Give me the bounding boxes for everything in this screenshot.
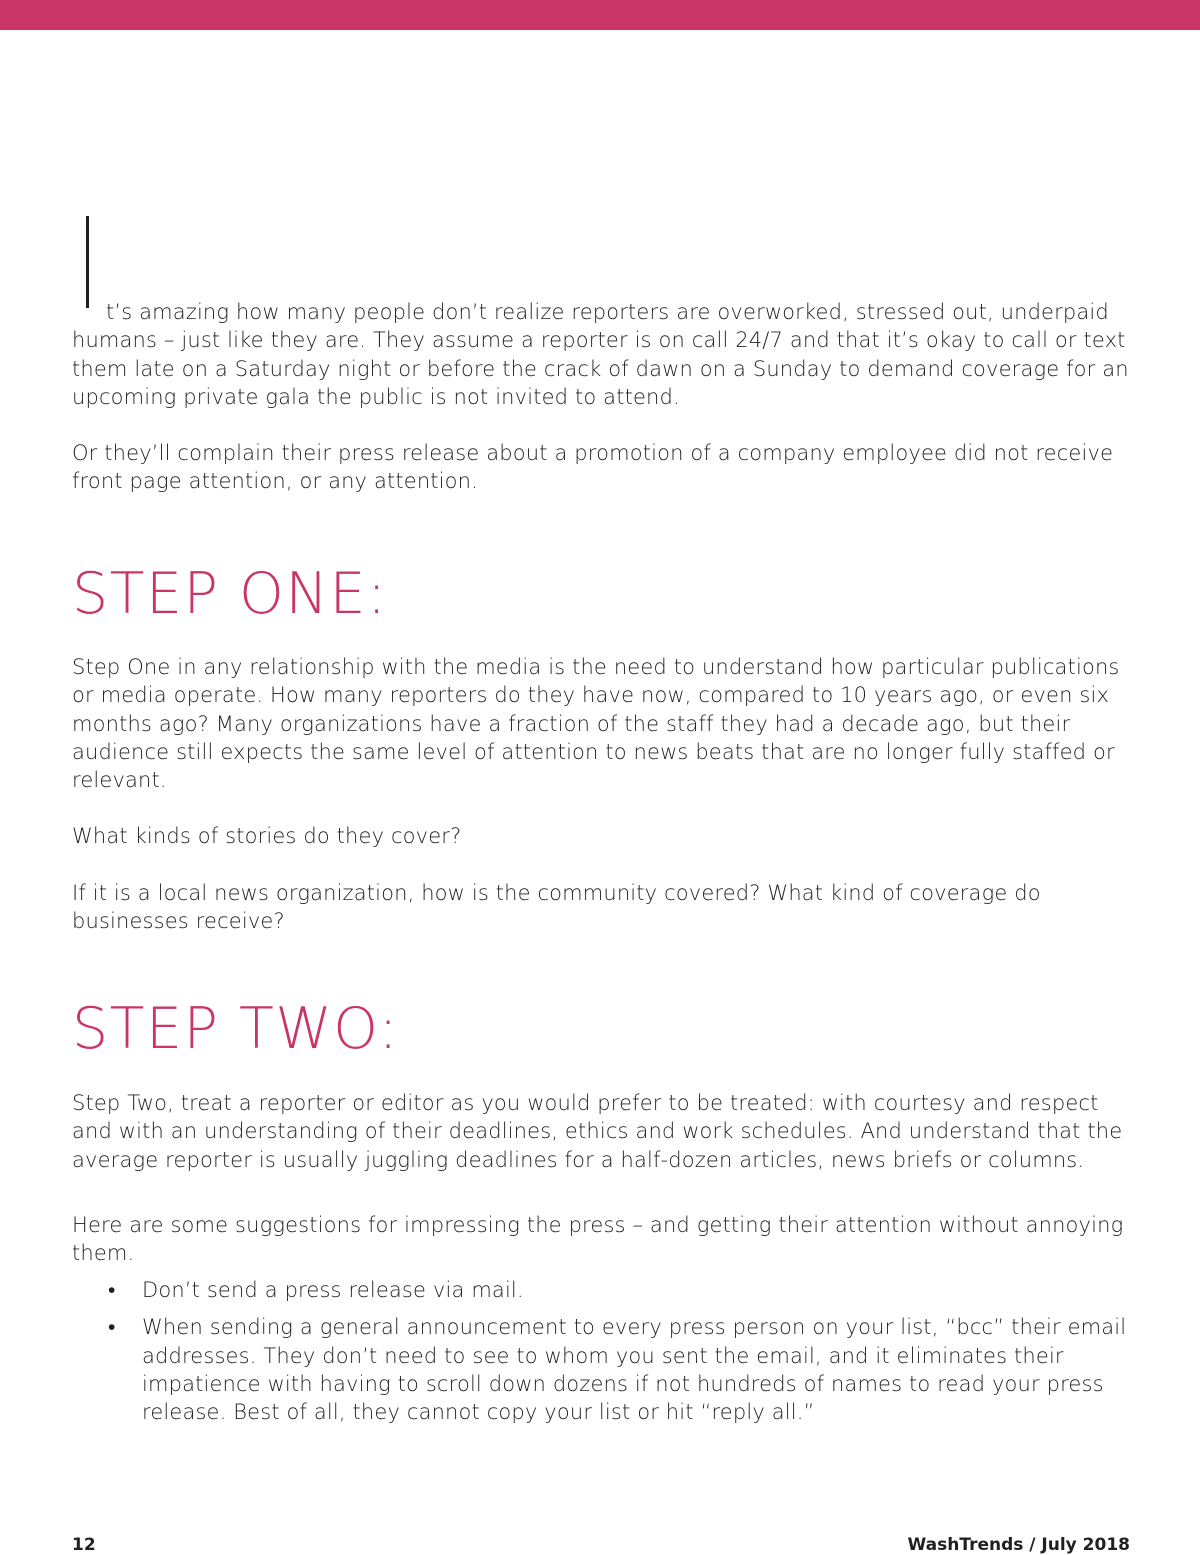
step-two-heading: STEP TWO: <box>72 996 400 1062</box>
step-one-paragraph-1: Step One in any relationship with the media is the need to understand how particular publications or media operate. How many reporters do they have now, compared to 10 years ago, or even six months ago? Many organizations have a fraction of the staff they had a decade ago, but their audience still expects the same level of attention to news beats that are no longer fully staffed or relevant. <box>72 655 1120 793</box>
step-two-paragraph-2: Here are some suggestions for impressing the press – and getting their attention without annoying them. <box>72 1213 1124 1266</box>
list-item-text: Don’t send a press release via mail. <box>142 1278 524 1302</box>
step-one-paragraph-2: What kinds of stories do they cover? <box>72 824 462 848</box>
list-item <box>72 1313 1132 1426</box>
list-item-text: When sending a general announcement to every press person on your list, “bcc” their email addresses. They don’t need to see to whom you sent the email, and it eliminates their impatience with having to scroll down dozens if not hundreds of names to read your press release. Best of all, they cannot copy your list or hit “reply all.” <box>142 1315 1127 1425</box>
bullet-icon: • <box>108 1315 116 1340</box>
page-number: 12 <box>72 1535 96 1555</box>
list-item <box>72 1276 1132 1304</box>
suggestion-list <box>72 1276 1132 1435</box>
drop-cap-i <box>86 216 89 308</box>
bullet-icon: • <box>108 1278 116 1302</box>
step-two-paragraph-1: Step Two, treat a reporter or editor as you would prefer to be treated: with courtesy and respect and with an understanding of their deadlines, ethics and work schedules. And understand that the average reporter is usually juggling deadlines for a half-dozen articles, news briefs or columns. <box>72 1091 1123 1172</box>
intro-paragraph-2: Or they’ll complain their press release about a promotion of a company employee did not receive front page attention, or any attention. <box>72 441 1114 494</box>
step-one-paragraph-3: If it is a local news organization, how is the community covered? What kind of coverage do businesses receive? <box>72 881 1041 934</box>
intro-paragraph-1: t’s amazing how many people don’t realize reporters are overworked, stressed out, underpaid humans – just like they are. They assume a reporter is on call 24/7 and that it’s okay to call or text them late on a Saturday night or before the crack of dawn on a Sunday to demand coverage for an upcoming private gala the public is not invited to attend. <box>72 300 1129 409</box>
publication-footer: WashTrends / July 2018 <box>907 1535 1130 1555</box>
step-one-heading: STEP ONE: <box>72 561 388 627</box>
top-accent-bar <box>0 0 1200 30</box>
